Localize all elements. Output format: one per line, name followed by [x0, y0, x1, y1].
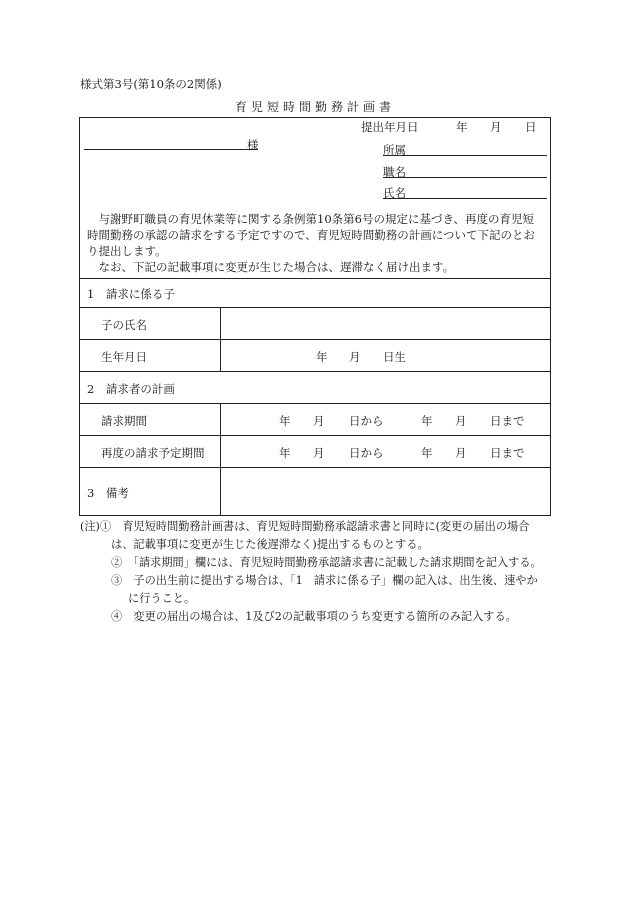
- note-3-line-1: [80, 572, 560, 590]
- addressee-suffix: 様: [247, 138, 259, 152]
- submit-date-day: 日: [525, 120, 537, 134]
- birth-year: 年: [316, 350, 328, 364]
- re-request-from-day: 日から: [349, 446, 384, 460]
- affiliation-line: [383, 155, 547, 156]
- rule-section2-header: [79, 403, 551, 404]
- birth-date-label: 生年月日: [101, 350, 147, 364]
- note-1-prefix: (注)①: [80, 520, 112, 533]
- position-label: 職名: [383, 165, 406, 179]
- divider-section2-3: [220, 403, 221, 516]
- note-4-text-1: 変更の届出の場合は、1及び2の記載事項のうち変更する箇所のみ記入する。: [133, 610, 517, 623]
- form-number: 様式第3号(第10条の2関係): [80, 77, 222, 91]
- note-1-text-1: 育児短時間勤務計画書は、育児短時間勤務承認請求書と同時に(変更の届出の場合: [122, 520, 530, 533]
- note-1-line-1: [80, 518, 560, 536]
- rule-re-request-period: [79, 467, 551, 468]
- re-request-to-month: 月: [455, 446, 467, 460]
- re-request-period-label: 再度の請求予定期間: [101, 446, 205, 460]
- note-3-prefix: ③: [111, 574, 123, 587]
- note-1-text-2: は、記載事項に変更が生じた後遅滞なく)提出するものとする。: [111, 538, 429, 551]
- birth-day: 日生: [383, 350, 406, 364]
- name-line: [383, 198, 547, 199]
- request-from-day: 日から: [349, 414, 384, 428]
- request-to-day: 日まで: [490, 414, 525, 428]
- rule-request-period: [79, 435, 551, 436]
- note-3-text-2: に行うこと。: [128, 592, 196, 605]
- body-paragraph-2: なお、下記の記載事項に変更が生じた場合は、遅滞なく届け出ます。: [98, 260, 455, 274]
- name-label: 氏名: [383, 186, 406, 200]
- birth-month: 月: [349, 350, 361, 364]
- rule-section1-top: [79, 278, 551, 279]
- affiliation-label: 所属: [383, 143, 406, 157]
- re-request-from-year: 年: [279, 446, 291, 460]
- note-4-line-1: [80, 608, 560, 626]
- addressee-line: [84, 149, 258, 150]
- re-request-from-month: 月: [313, 446, 325, 460]
- request-from-year: 年: [279, 414, 291, 428]
- document-title: 育児短時間勤務計画書: [234, 100, 395, 114]
- note-2-text-1: 「請求期間」欄には、育児短時間勤務承認請求書に記載した請求期間を記入する。: [133, 556, 542, 569]
- note-4-prefix: ④: [111, 610, 123, 623]
- re-request-to-year: 年: [421, 446, 433, 460]
- child-name-label: 子の氏名: [101, 318, 147, 332]
- rule-birth-date: [79, 371, 551, 372]
- submit-date-month: 月: [490, 120, 502, 134]
- request-from-month: 月: [313, 414, 325, 428]
- request-to-year: 年: [421, 414, 433, 428]
- divider-section1: [220, 307, 221, 371]
- note-1-line-2: [80, 536, 560, 554]
- re-request-to-day: 日まで: [490, 446, 525, 460]
- rule-child-name: [79, 339, 551, 340]
- note-2-prefix: ②: [111, 556, 123, 569]
- section2-heading: 2 請求者の計画: [87, 382, 175, 396]
- section3-heading: 3 備考: [87, 486, 129, 500]
- note-3-line-2: [80, 590, 560, 608]
- position-line: [383, 177, 547, 178]
- request-to-month: 月: [455, 414, 467, 428]
- rule-section1-header: [79, 307, 551, 308]
- body-paragraph-1: 与謝野町職員の育児休業等に関する条例第10条第6号の規定に基づき、再度の育児短時間勤務の承認の請求をする予定ですので、育児短時間勤務の計画について下記のとおり提出します。: [87, 212, 536, 258]
- notes-block: [80, 518, 560, 626]
- request-period-label: 請求期間: [101, 414, 147, 428]
- note-3-text-1: 子の出生前に提出する場合は、「1 請求に係る子」欄の記入は、出生後、速やか: [133, 574, 538, 587]
- submit-date-label: 提出年月日: [361, 120, 419, 134]
- note-2-line-1: [80, 554, 560, 572]
- section1-heading: 1 請求に係る子: [87, 287, 175, 301]
- submit-date-year: 年: [456, 120, 468, 134]
